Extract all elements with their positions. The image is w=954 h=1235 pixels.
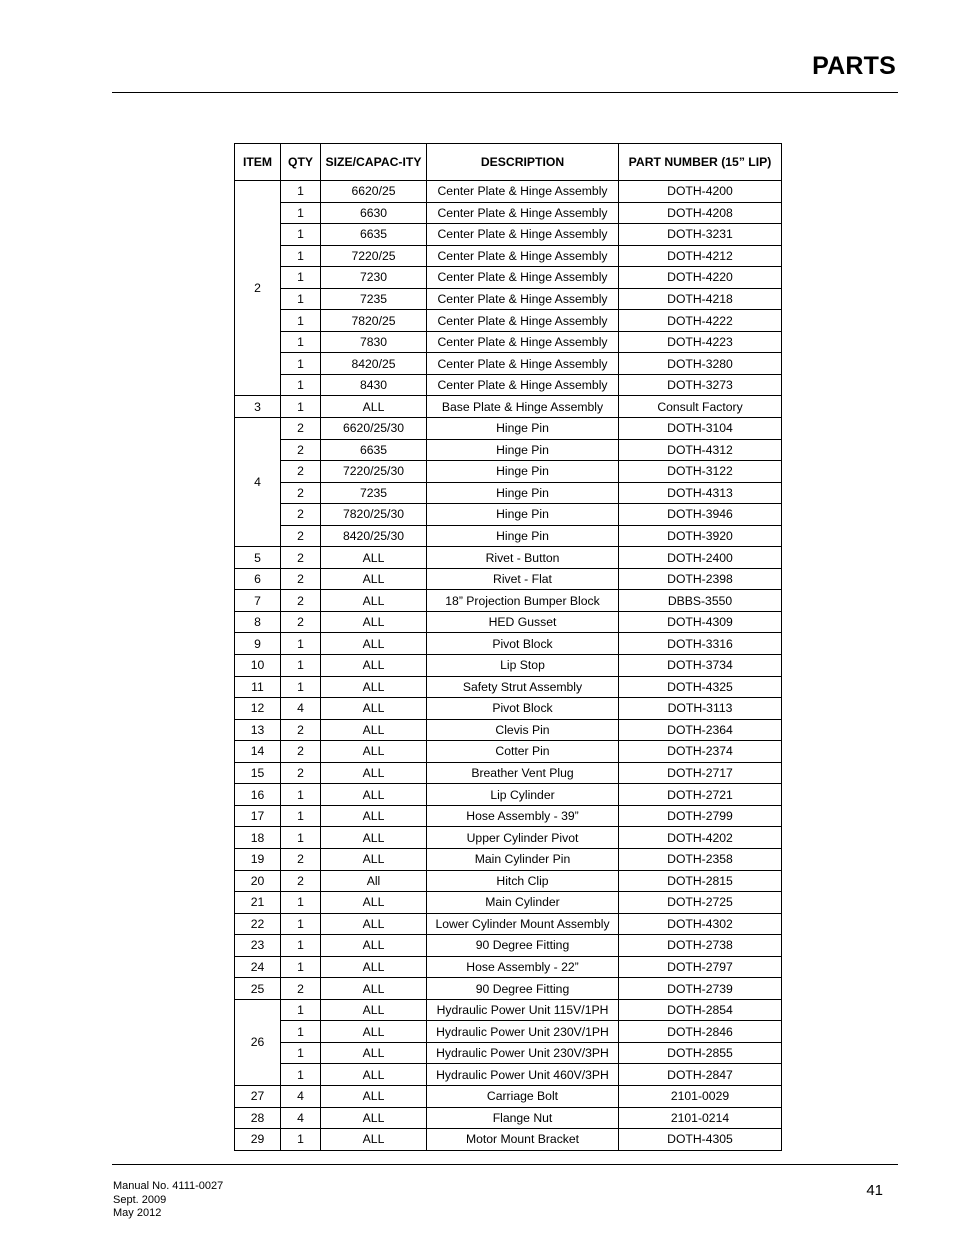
table-row	[235, 913, 782, 935]
description-cell: Hinge Pin	[427, 461, 619, 483]
size-cell: 7220/25/30	[321, 461, 427, 483]
manual-number: Manual No. 4111-0027	[113, 1180, 224, 1192]
description-cell: Upper Cylinder Pivot	[427, 827, 619, 849]
size-cell: 7830	[321, 331, 427, 353]
qty-cell: 1	[281, 374, 321, 396]
size-cell: ALL	[321, 547, 427, 569]
description-cell: Pivot Block	[427, 698, 619, 720]
part-number-cell: DOTH-3273	[619, 374, 782, 396]
item-cell: 3	[235, 396, 281, 418]
part-number-cell: DOTH-4313	[619, 482, 782, 504]
table-row	[235, 676, 782, 698]
description-cell: Center Plate & Hinge Assembly	[427, 353, 619, 375]
description-cell: Center Plate & Hinge Assembly	[427, 181, 619, 203]
part-number-cell: DOTH-4200	[619, 181, 782, 203]
description-cell: Hinge Pin	[427, 439, 619, 461]
qty-cell: 1	[281, 784, 321, 806]
size-cell: ALL	[321, 1042, 427, 1064]
size-cell: ALL	[321, 655, 427, 677]
description-cell: Pivot Block	[427, 633, 619, 655]
size-cell: ALL	[321, 827, 427, 849]
table-row	[235, 1042, 782, 1064]
part-number-cell: DOTH-3946	[619, 504, 782, 526]
table-row	[235, 396, 782, 418]
qty-cell: 2	[281, 719, 321, 741]
size-cell: ALL	[321, 805, 427, 827]
qty-cell: 2	[281, 525, 321, 547]
part-number-cell: DOTH-3104	[619, 418, 782, 440]
table-row	[235, 655, 782, 677]
part-number-cell: DOTH-4202	[619, 827, 782, 849]
table-row	[235, 784, 782, 806]
table-row	[235, 698, 782, 720]
description-cell: Clevis Pin	[427, 719, 619, 741]
qty-cell: 1	[281, 1021, 321, 1043]
qty-cell: 2	[281, 762, 321, 784]
size-cell: ALL	[321, 396, 427, 418]
parts-table-body	[235, 181, 782, 1151]
table-row	[235, 935, 782, 957]
part-number-cell: DOTH-3920	[619, 525, 782, 547]
part-number-cell: DOTH-4223	[619, 331, 782, 353]
description-cell: Base Plate & Hinge Assembly	[427, 396, 619, 418]
qty-cell: 1	[281, 913, 321, 935]
description-cell: Hose Assembly - 22”	[427, 956, 619, 978]
description-cell: Flange Nut	[427, 1107, 619, 1129]
description-cell: Carriage Bolt	[427, 1085, 619, 1107]
parts-table	[234, 143, 782, 1151]
qty-cell: 4	[281, 698, 321, 720]
description-cell: Motor Mount Bracket	[427, 1129, 619, 1151]
table-row	[235, 611, 782, 633]
size-cell: 7820/25	[321, 310, 427, 332]
size-cell: ALL	[321, 1107, 427, 1129]
description-cell: 18” Projection Bumper Block	[427, 590, 619, 612]
description-cell: Hydraulic Power Unit 115V/1PH	[427, 999, 619, 1021]
description-cell: Cotter Pin	[427, 741, 619, 763]
part-number-cell: DOTH-2797	[619, 956, 782, 978]
qty-cell: 1	[281, 827, 321, 849]
table-row	[235, 439, 782, 461]
description-cell: HED Gusset	[427, 611, 619, 633]
size-cell: ALL	[321, 1064, 427, 1086]
table-row	[235, 633, 782, 655]
description-cell: Center Plate & Hinge Assembly	[427, 331, 619, 353]
qty-cell: 2	[281, 870, 321, 892]
part-number-cell: DOTH-4218	[619, 288, 782, 310]
description-cell: Main Cylinder Pin	[427, 848, 619, 870]
table-row	[235, 353, 782, 375]
part-number-cell: DOTH-4302	[619, 913, 782, 935]
item-cell: 22	[235, 913, 281, 935]
table-row	[235, 547, 782, 569]
size-cell: ALL	[321, 978, 427, 1000]
qty-cell: 1	[281, 805, 321, 827]
item-cell: 7	[235, 590, 281, 612]
size-cell: ALL	[321, 611, 427, 633]
qty-cell: 4	[281, 1085, 321, 1107]
size-cell: 8420/25/30	[321, 525, 427, 547]
description-cell: Hinge Pin	[427, 418, 619, 440]
size-cell: 6635	[321, 224, 427, 246]
size-cell: 8420/25	[321, 353, 427, 375]
table-row	[235, 978, 782, 1000]
part-number-cell: DOTH-4312	[619, 439, 782, 461]
item-cell: 15	[235, 762, 281, 784]
part-number-cell: DOTH-4325	[619, 676, 782, 698]
part-number-cell: DOTH-4212	[619, 245, 782, 267]
description-cell: Hydraulic Power Unit 460V/3PH	[427, 1064, 619, 1086]
size-cell: ALL	[321, 848, 427, 870]
part-number-cell: DOTH-2846	[619, 1021, 782, 1043]
description-cell: Hydraulic Power Unit 230V/1PH	[427, 1021, 619, 1043]
table-row	[235, 1064, 782, 1086]
part-number-cell: 2101-0214	[619, 1107, 782, 1129]
part-number-cell: DOTH-2815	[619, 870, 782, 892]
size-cell: ALL	[321, 719, 427, 741]
size-cell: ALL	[321, 935, 427, 957]
description-cell: Center Plate & Hinge Assembly	[427, 224, 619, 246]
column-header-part-number: PART NUMBER (15” LIP)	[619, 144, 782, 181]
item-cell: 24	[235, 956, 281, 978]
item-cell: 8	[235, 611, 281, 633]
description-cell: 90 Degree Fitting	[427, 935, 619, 957]
description-cell: Hinge Pin	[427, 504, 619, 526]
parts-table-header	[235, 144, 782, 181]
footer-rule	[112, 1164, 898, 1165]
table-row	[235, 827, 782, 849]
description-cell: Hydraulic Power Unit 230V/3PH	[427, 1042, 619, 1064]
size-cell: ALL	[321, 784, 427, 806]
size-cell: 7235	[321, 482, 427, 504]
description-cell: Center Plate & Hinge Assembly	[427, 310, 619, 332]
item-cell: 21	[235, 892, 281, 914]
item-cell: 25	[235, 978, 281, 1000]
description-cell: Hinge Pin	[427, 525, 619, 547]
part-number-cell: DOTH-2358	[619, 848, 782, 870]
qty-cell: 1	[281, 267, 321, 289]
table-row	[235, 805, 782, 827]
part-number-cell: DOTH-3280	[619, 353, 782, 375]
size-cell: ALL	[321, 1085, 427, 1107]
description-cell: Hose Assembly - 39”	[427, 805, 619, 827]
table-row	[235, 870, 782, 892]
description-cell: Center Plate & Hinge Assembly	[427, 374, 619, 396]
table-row	[235, 1021, 782, 1043]
qty-cell: 2	[281, 482, 321, 504]
table-row	[235, 1107, 782, 1129]
qty-cell: 1	[281, 999, 321, 1021]
part-number-cell: DOTH-2725	[619, 892, 782, 914]
column-header-item: ITEM	[235, 144, 281, 181]
qty-cell: 2	[281, 439, 321, 461]
qty-cell: 2	[281, 568, 321, 590]
size-cell: ALL	[321, 956, 427, 978]
part-number-cell: DOTH-3122	[619, 461, 782, 483]
item-cell: 26	[235, 999, 281, 1085]
part-number-cell: DOTH-4305	[619, 1129, 782, 1151]
part-number-cell: DBBS-3550	[619, 590, 782, 612]
part-number-cell: DOTH-2854	[619, 999, 782, 1021]
qty-cell: 1	[281, 288, 321, 310]
size-cell: 6620/25/30	[321, 418, 427, 440]
qty-cell: 2	[281, 978, 321, 1000]
size-cell: 8430	[321, 374, 427, 396]
size-cell: 7235	[321, 288, 427, 310]
item-cell: 5	[235, 547, 281, 569]
qty-cell: 1	[281, 935, 321, 957]
size-cell: ALL	[321, 633, 427, 655]
item-cell: 28	[235, 1107, 281, 1129]
part-number-cell: DOTH-3734	[619, 655, 782, 677]
part-number-cell: DOTH-3113	[619, 698, 782, 720]
part-number-cell: DOTH-4208	[619, 202, 782, 224]
item-cell: 9	[235, 633, 281, 655]
item-cell: 12	[235, 698, 281, 720]
table-row	[235, 482, 782, 504]
part-number-cell: DOTH-2400	[619, 547, 782, 569]
table-row	[235, 288, 782, 310]
description-cell: Center Plate & Hinge Assembly	[427, 245, 619, 267]
size-cell: 7220/25	[321, 245, 427, 267]
description-cell: Hitch Clip	[427, 870, 619, 892]
item-cell: 19	[235, 848, 281, 870]
size-cell: All	[321, 870, 427, 892]
qty-cell: 1	[281, 892, 321, 914]
manual-date-revised: May 2012	[113, 1207, 162, 1219]
part-number-cell: DOTH-2739	[619, 978, 782, 1000]
description-cell: Center Plate & Hinge Assembly	[427, 267, 619, 289]
page-number: 41	[866, 1182, 883, 1199]
qty-cell: 1	[281, 1064, 321, 1086]
qty-cell: 1	[281, 224, 321, 246]
item-cell: 2	[235, 181, 281, 396]
size-cell: ALL	[321, 590, 427, 612]
item-cell: 16	[235, 784, 281, 806]
description-cell: 90 Degree Fitting	[427, 978, 619, 1000]
size-cell: ALL	[321, 913, 427, 935]
item-cell: 14	[235, 741, 281, 763]
table-row	[235, 568, 782, 590]
qty-cell: 4	[281, 1107, 321, 1129]
manual-date-original: Sept. 2009	[113, 1193, 167, 1206]
qty-cell: 1	[281, 396, 321, 418]
qty-cell: 1	[281, 202, 321, 224]
qty-cell: 1	[281, 676, 321, 698]
page-title: PARTS	[812, 52, 896, 80]
item-cell: 4	[235, 418, 281, 547]
size-cell: ALL	[321, 999, 427, 1021]
table-row	[235, 331, 782, 353]
description-cell: Breather Vent Plug	[427, 762, 619, 784]
size-cell: ALL	[321, 676, 427, 698]
part-number-cell: DOTH-2398	[619, 568, 782, 590]
description-cell: Lip Stop	[427, 655, 619, 677]
size-cell: 6620/25	[321, 181, 427, 203]
footer-manual-info	[113, 1180, 223, 1221]
qty-cell: 1	[281, 956, 321, 978]
size-cell: 6635	[321, 439, 427, 461]
item-cell: 29	[235, 1129, 281, 1151]
part-number-cell: DOTH-2374	[619, 741, 782, 763]
part-number-cell: 2101-0029	[619, 1085, 782, 1107]
table-row	[235, 181, 782, 203]
size-cell: ALL	[321, 568, 427, 590]
part-number-cell: DOTH-2364	[619, 719, 782, 741]
qty-cell: 1	[281, 655, 321, 677]
table-row	[235, 245, 782, 267]
size-cell: ALL	[321, 1021, 427, 1043]
part-number-cell: DOTH-2799	[619, 805, 782, 827]
qty-cell: 1	[281, 245, 321, 267]
item-cell: 17	[235, 805, 281, 827]
size-cell: 7230	[321, 267, 427, 289]
column-header-qty: QTY	[281, 144, 321, 181]
qty-cell: 1	[281, 331, 321, 353]
table-row	[235, 956, 782, 978]
part-number-cell: DOTH-3316	[619, 633, 782, 655]
part-number-cell: DOTH-2717	[619, 762, 782, 784]
part-number-cell: DOTH-2721	[619, 784, 782, 806]
table-row	[235, 267, 782, 289]
table-row	[235, 741, 782, 763]
item-cell: 6	[235, 568, 281, 590]
item-cell: 23	[235, 935, 281, 957]
column-header-description: DESCRIPTION	[427, 144, 619, 181]
item-cell: 27	[235, 1085, 281, 1107]
header-row	[235, 144, 782, 181]
qty-cell: 1	[281, 1042, 321, 1064]
size-cell: ALL	[321, 892, 427, 914]
qty-cell: 2	[281, 590, 321, 612]
qty-cell: 2	[281, 848, 321, 870]
size-cell: 6630	[321, 202, 427, 224]
size-cell: 7820/25/30	[321, 504, 427, 526]
column-header-size: SIZE/CAPAC-ITY	[321, 144, 427, 181]
part-number-cell: DOTH-2847	[619, 1064, 782, 1086]
table-row	[235, 719, 782, 741]
table-row	[235, 762, 782, 784]
item-cell: 13	[235, 719, 281, 741]
size-cell: ALL	[321, 741, 427, 763]
description-cell: Lip Cylinder	[427, 784, 619, 806]
table-row	[235, 892, 782, 914]
size-cell: ALL	[321, 1129, 427, 1151]
description-cell: Center Plate & Hinge Assembly	[427, 202, 619, 224]
qty-cell: 1	[281, 310, 321, 332]
table-row	[235, 202, 782, 224]
table-row	[235, 374, 782, 396]
qty-cell: 2	[281, 418, 321, 440]
part-number-cell: Consult Factory	[619, 396, 782, 418]
part-number-cell: DOTH-2738	[619, 935, 782, 957]
qty-cell: 1	[281, 181, 321, 203]
table-row	[235, 310, 782, 332]
item-cell: 20	[235, 870, 281, 892]
table-row	[235, 224, 782, 246]
part-number-cell: DOTH-2855	[619, 1042, 782, 1064]
item-cell: 10	[235, 655, 281, 677]
qty-cell: 2	[281, 611, 321, 633]
size-cell: ALL	[321, 698, 427, 720]
table-row	[235, 848, 782, 870]
part-number-cell: DOTH-4309	[619, 611, 782, 633]
table-row	[235, 461, 782, 483]
description-cell: Safety Strut Assembly	[427, 676, 619, 698]
part-number-cell: DOTH-4220	[619, 267, 782, 289]
header-rule	[112, 92, 898, 93]
part-number-cell: DOTH-4222	[619, 310, 782, 332]
item-cell: 18	[235, 827, 281, 849]
description-cell: Hinge Pin	[427, 482, 619, 504]
description-cell: Rivet - Button	[427, 547, 619, 569]
table-row	[235, 590, 782, 612]
qty-cell: 2	[281, 504, 321, 526]
size-cell: ALL	[321, 762, 427, 784]
description-cell: Lower Cylinder Mount Assembly	[427, 913, 619, 935]
description-cell: Main Cylinder	[427, 892, 619, 914]
table-row	[235, 504, 782, 526]
qty-cell: 2	[281, 547, 321, 569]
table-row	[235, 1085, 782, 1107]
table-row	[235, 525, 782, 547]
part-number-cell: DOTH-3231	[619, 224, 782, 246]
description-cell: Rivet - Flat	[427, 568, 619, 590]
table-row	[235, 1129, 782, 1151]
qty-cell: 1	[281, 1129, 321, 1151]
table-row	[235, 418, 782, 440]
qty-cell: 2	[281, 741, 321, 763]
qty-cell: 1	[281, 353, 321, 375]
qty-cell: 1	[281, 633, 321, 655]
description-cell: Center Plate & Hinge Assembly	[427, 288, 619, 310]
table-row	[235, 999, 782, 1021]
qty-cell: 2	[281, 461, 321, 483]
item-cell: 11	[235, 676, 281, 698]
